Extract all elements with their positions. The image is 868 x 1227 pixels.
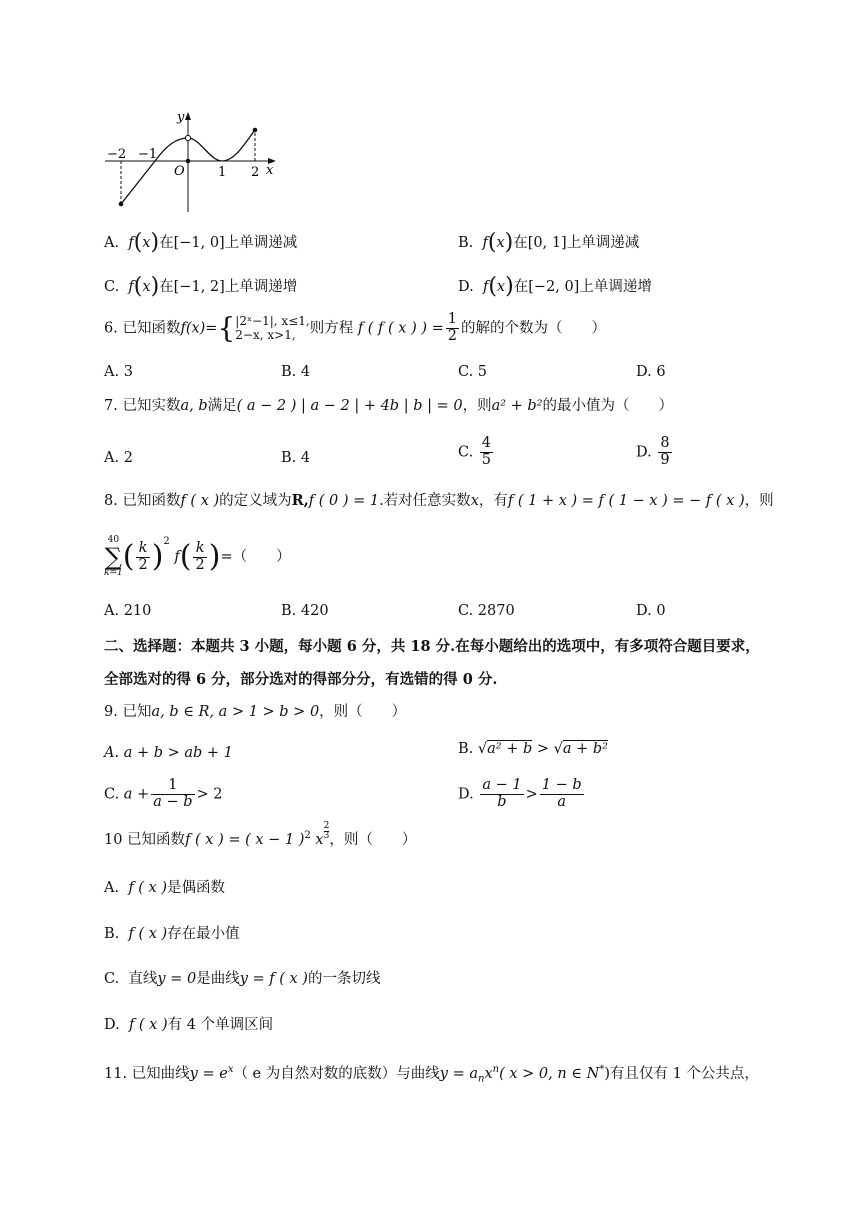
q10-stem: 10 已知函数f ( x ) = ( x − 1 )$^2$ x $\frac{2}{3}$ ，则（ ） — [104, 821, 417, 848]
tick-1: 1 — [218, 165, 227, 180]
q9-option-a: A. a + b > ab + 1 — [104, 745, 233, 761]
y-axis-arrow — [185, 112, 191, 120]
q5-option-b: B. f(x)在[0, 1]上单调递减 — [458, 230, 640, 255]
q10-option-c: C. 直线y = 0是曲线y = f ( x )的一条切线 — [104, 971, 381, 987]
q6-option-a: A. 3 — [104, 364, 133, 380]
q8-stem: 8. 已知函数f ( x )的定义域为R,f ( 0 ) = 1.若对任意实数x，有f ( 1 + x ) = f ( 1 − x ) = − f ( x )，则 — [104, 492, 774, 509]
q8-sum: 40 ∑ k=1 ( $\frac{k}{2}$ )$^2$ f( $\frac{k}{2}$ )=（ ） — [104, 535, 291, 578]
open-point — [185, 135, 190, 140]
function-graph — [100, 108, 285, 218]
q8-option-d: D. 0 — [636, 603, 666, 619]
q10-option-d: D. f ( x )有 4 个单调区间 — [104, 1017, 274, 1033]
q10-option-a: A. f ( x )是偶函数 — [104, 880, 225, 896]
section2-heading-line1: 二、选择题：本题共 3 小题，每小题 6 分，共 18 分.在每小题给出的选项中，有多项符合题目要求， — [104, 638, 760, 655]
curve-right — [188, 130, 255, 161]
q8-option-b: B. 420 — [281, 603, 329, 619]
q10-option-b: B. f ( x )存在最小值 — [104, 926, 240, 942]
q8-option-a: A. 210 — [104, 603, 152, 619]
q7-option-b: B. 4 — [281, 450, 311, 466]
q8-option-c: C. 2870 — [458, 603, 515, 619]
q11-stem: 11. 已知曲线$y = e^x$（ e 为自然对数的底数）与曲线$y = a_nx^n$( x > 0, n ∈ N*)有且仅有 1 个公共点， — [104, 1064, 759, 1085]
endpoint-left — [119, 202, 124, 207]
q9-option-b: B. √a² + b > √a + b² — [458, 741, 608, 757]
tick-2: 2 — [251, 165, 260, 180]
q5-option-c: C. f(x)在[−1, 2]上单调递增 — [104, 274, 298, 299]
y-label: y — [177, 110, 185, 125]
tick-neg1: −1 — [138, 147, 158, 162]
endpoint-right — [253, 128, 258, 133]
q6-stem: 6. 已知函数f(x)={ |2ˣ−1|, x≤1, 2−x, x>1, 则方程 f ( f ( x ) ) = $\frac{1}{2}$ 的解的个数为（ ） — [104, 311, 606, 345]
q6-option-d: D. 6 — [636, 364, 666, 380]
x-label: x — [266, 163, 274, 178]
q9-stem: 9. 已知a, b ∈ R, a > 1 > b > 0，则（ ） — [104, 704, 407, 720]
q7-option-c: C. $\frac{4}{5}$ — [458, 435, 492, 468]
q6-option-c: C. 5 — [458, 364, 488, 380]
q7-option-a: A. 2 — [104, 450, 133, 466]
q6-option-b: B. 4 — [281, 364, 311, 380]
q5-option-d: D. f(x)在[−2, 0]上单调递增 — [458, 274, 652, 299]
q5-option-a: A. f(x)在[−1, 0]上单调递减 — [104, 230, 298, 255]
q7-option-d: D. $\frac{8}{9}$ — [636, 435, 670, 468]
tick-neg2: −2 — [107, 147, 127, 162]
origin-label: O — [174, 164, 185, 179]
q7-stem: 7. 已知实数a, b满足( a − 2 ) | a − 2 | + 4b | b | = 0，则a² + b²的最小值为（ ） — [104, 398, 673, 414]
q9-option-c: C. a + $\frac{1}{a - b}$ > 2 — [104, 777, 223, 810]
q9-option-d: D. $\frac{a - 1}{b}$ > $\frac{1 - b}{a}$ — [458, 777, 582, 810]
section2-heading-line2: 全部选对的得 6 分，部分选对的得部分分，有选错的得 0 分. — [104, 671, 498, 688]
closed-point — [186, 159, 191, 164]
